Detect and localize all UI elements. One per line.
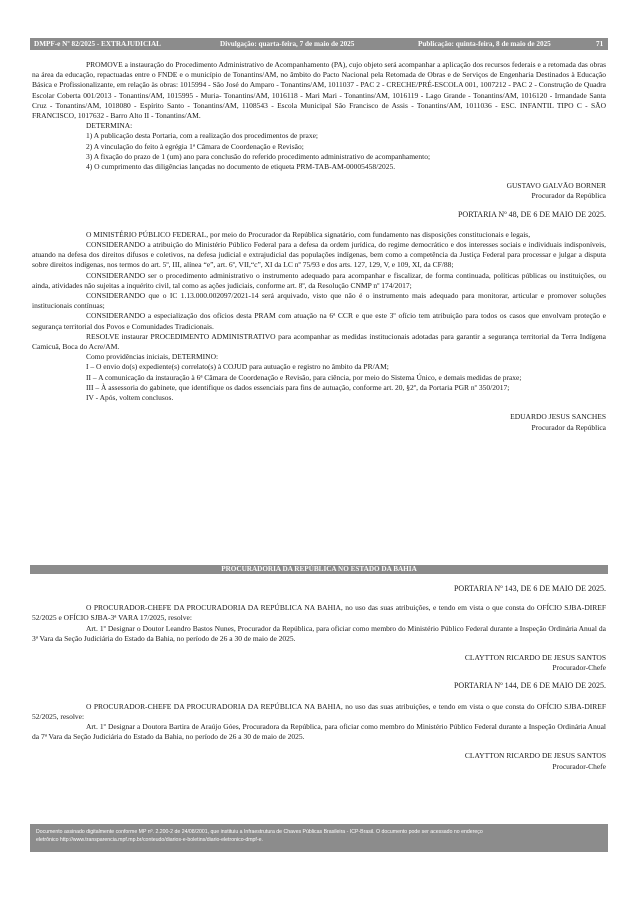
- doc4-title: PORTARIA Nº 144, DE 6 DE MAIO DE 2025.: [453, 681, 606, 691]
- doc2-providencias: Como providências iniciais, DETERMINO:: [86, 352, 219, 362]
- doc2-considerando: CONSIDERANDO a atribuição do Ministério Público Federal para a defesa da ordem jurídica, do regime democrático e dos interesses sociais e individuais indisponíveis, atuando na defesa dos direitos difusos e coletivos, na defesa judicial e extrajudicial das populações indígenas, bem como a competência da Justiça Federal para processar e julgar a disputa sobre direitos indígenas, nos termos do art. 5º, III, alínea “e”, art. 6º, VII,“c”, XI da LC nº 75/93 e dos arts. 127, 129, V, e 109, XI, da CF/88;: [32, 240, 606, 270]
- doc2-considerando: CONSIDERANDO a especialização dos ofícios desta PRAM com atuação na 6ª CCR e que este 3º ofício tem atribuição para todos os casos que envolvam proteção e segurança territorial dos Povos e Comunidades Tradicionais.: [32, 311, 606, 331]
- doc1-item: 1) A publicação desta Portaria, com a realização dos procedimentos de praxe;: [86, 131, 318, 141]
- footer-line: Documento assinado digitalmente conforme MP nº. 2.200-2 de 24/08/2001, que instituiu a Infraestrutura de Chaves Públicas Brasileira - ICP-Brasil. O documento pode ser acessado no endereço: [36, 829, 483, 835]
- doc2-resolve: RESOLVE instaurar PROCEDIMENTO ADMINISTRATIVO para acompanhar as medidas institucionais adotadas para garantir a segurança territorial da Terra Indígena Camicuã, Boca do Acre/AM.: [32, 331, 606, 352]
- doc3-intro: O PROCURADOR-CHEFE DA PROCURADORIA DA REPÚBLICA NA BAHIA, no uso das suas atribuições, e tendo em vista o que consta do OFÍCIO SJBA-DIREF 52/2025 e OFÍCIO SJBA-3ª VARA 17/2025, resolve:: [32, 603, 606, 623]
- doc1-paragraph: PROMOVE a instauração do Procedimento Administrativo de Acompanhamento (PA), cujo objeto será acompanhar a aplicação dos recursos federais e a retomada das obras na área da educação, repactuadas entre o FNDE e o município de Tonantins/AM, no âmbito do Pacto Nacional pela Retomada de Obras e de Serviços de Engenharia Destinados à Educação Básica e Profissionalizante, em relação às obras: 1015994 - São José do Amparo - Tonantins/AM, 1011037 - PAC 2 - CRECHE/PRÉ-ESCOLA 001, 1007212 - PAC 2 - Construção de Quadra Escolar Coberta 001/2013 - Tonantins/AM, 1015995 - Muria- Tonantins/AM, 1016118 - Mari Mari - Tonantins/AM, 1016119 - Lago Grande - Tonantins/AM, 1016120 - Irmandade Santa Cruz - Tonantins/AM, 1018080 - Espírito Santo - Tonantins/AM, 1108543 - Escola Municipal São Francisco de Assis - Tonantins/AM, 1011036 - ESC. INFANTIL TIPO C - SÃO FRANCISCO, 1017632 - Barro Alto II - Tonantins/AM.: [32, 60, 606, 121]
- doc1-determina: DETERMINA:: [86, 121, 133, 131]
- header-page-number: 71: [596, 40, 604, 48]
- doc2-determino-item: III – À assessoria do gabinete, que identifique os dados essenciais para fins de autuação, conforme art. 20, §2º, da Portaria PGR nº 350/2017;: [86, 382, 510, 392]
- doc4-intro: O PROCURADOR-CHEFE DA PROCURADORIA DA REPÚBLICA NA BAHIA, no uso das suas atribuições, e tendo em vista o que consta do OFÍCIO SJBA-DIREF 52/2025, resolve:: [32, 701, 606, 721]
- doc4-article: Art. 1º Designar a Doutora Bartira de Araújo Góes, Procuradora da República, para oficiar como membro do Ministério Público Federal durante a Inspeção Ordinária Anual da 7ª Vara da Seção Judiciária do Estado da Bahia, no período de 26 a 30 de maio de 2025.: [32, 722, 606, 742]
- doc2-determino-item: IV - Após, voltem conclusos.: [86, 393, 174, 403]
- doc2-considerando: CONSIDERANDO ser o procedimento administrativo o instrumento adequado para acompanhar e fiscalizar, de forma continuada, políticas públicas ou instituições, ou ainda, atividades não sujeitas a inquérito civil, tal como as ações judiciais, conforme art. 8º, da Resolução CNMP nº 174/2017;: [32, 270, 606, 290]
- doc3-role: Procurador-Chefe: [552, 663, 606, 673]
- doc2-signer: EDUARDO JESUS SANCHES: [510, 412, 606, 422]
- doc1-item: 4) O cumprimento das diligências lançadas no documento de etiqueta PRM-TAB-AM-00005458/2025.: [86, 162, 396, 172]
- doc3-signer: CLAYTTON RICARDO DE JESUS SANTOS: [464, 653, 606, 663]
- doc2-role: Procurador da República: [531, 422, 606, 432]
- bahia-section: [32, 584, 606, 772]
- doc4-role: Procurador-Chefe: [552, 761, 606, 771]
- doc2-determino-item: I – O envio do(s) expediente(s) correlato(s) à COJUD para autuação e registro no âmbito da PR/AM;: [86, 362, 389, 372]
- doc2-determino-item: II – A comunicação da instauração à 6ª Câmara de Coordenação e Revisão, para ciência, por meio do Sistema Único, e demais medidas de praxe;: [86, 372, 522, 382]
- header-divulgacao: Divulgação: quarta-feira, 7 de maio de 2025: [220, 40, 355, 48]
- doc1-item: 3) A fixação do prazo de 1 (um) ano para conclusão do referido procedimento administrativo de acompanhamento;: [86, 151, 431, 161]
- doc2-considerando: CONSIDERANDO que o IC 1.13.000.002097/2021-14 será arquivado, visto que não é o instrumento mais adequado para monitorar, articular e promover soluções institucionais contínuas;: [32, 291, 606, 311]
- main-content: [32, 60, 606, 433]
- doc1-item: 2) A vinculação do feito à egrégia 1ª Câmara de Coordenação e Revisão;: [86, 141, 304, 151]
- doc2-intro: O MINISTÉRIO PÚBLICO FEDERAL, por meio do Procurador da República signatário, com fundamento nas disposições constitucionais e legais,: [86, 229, 531, 239]
- header-edition: DMPF-e Nº 82/2025 - EXTRAJUDICIAL: [34, 40, 161, 48]
- doc1-signer: GUSTAVO GALVÃO BORNER: [506, 181, 606, 191]
- doc3-title: PORTARIA Nº 143, DE 6 DE MAIO DE 2025.: [453, 584, 606, 593]
- footer-link[interactable]: eletrônico http://www.transparencia.mpf.mp.br/conteudo/diarios-e-boletins/diario-eletronico-dmpf-e.: [36, 837, 263, 843]
- doc1-role: Procurador da República: [531, 191, 606, 201]
- page-footer: [30, 824, 608, 852]
- doc2-title: PORTARIA Nº 48, DE 6 DE MAIO DE 2025.: [457, 209, 606, 219]
- doc3-article: Art. 1º Designar o Doutor Leandro Bastos Nunes, Procurador da República, para oficiar como membro do Ministério Público Federal durante a Inspeção Ordinária Anual da 3ª Vara da Seção Judiciária do Estado da Bahia, no período de 26 a 30 de maio de 2025.: [32, 623, 606, 643]
- doc4-signer: CLAYTTON RICARDO DE JESUS SANTOS: [464, 751, 606, 761]
- page-header: [30, 38, 608, 50]
- section-band-bahia: PROCURADORIA DA REPÚBLICA NO ESTADO DA BAHIA: [30, 565, 608, 574]
- header-publicacao: Publicação: quinta-feira, 8 de maio de 2025: [418, 40, 551, 48]
